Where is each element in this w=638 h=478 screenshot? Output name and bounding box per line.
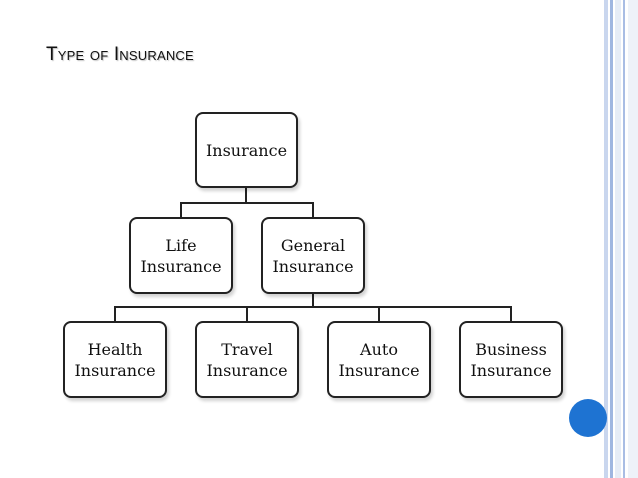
node-business-line2: Insurance (470, 360, 552, 380)
node-health-line2: Insurance (74, 360, 156, 380)
node-general-line2: Insurance (272, 256, 354, 276)
connector-level2-bar (180, 202, 314, 204)
node-auto-line1: Auto (360, 339, 398, 359)
accent-circle (569, 399, 607, 437)
node-life-line1: Life (165, 235, 197, 255)
node-auto-insurance (327, 321, 431, 398)
node-life-insurance (129, 217, 233, 294)
node-travel-line1: Travel (221, 339, 273, 359)
node-general-line1: General (280, 235, 346, 255)
slide-title: Type of Insurance (46, 44, 194, 65)
connector-level3-bar (114, 306, 512, 308)
node-insurance (195, 112, 298, 188)
node-life-line2: Insurance (140, 256, 222, 276)
node-insurance-label: Insurance (205, 140, 288, 160)
right-border-decoration (604, 0, 638, 478)
node-health-line1: Health (87, 339, 143, 359)
node-general-insurance (261, 217, 365, 294)
connector-root-down (245, 187, 247, 203)
node-travel-insurance (195, 321, 299, 398)
node-travel-line2: Insurance (206, 360, 288, 380)
node-business-insurance (459, 321, 563, 398)
node-health-insurance (63, 321, 167, 398)
node-business-line1: Business (475, 339, 547, 359)
node-auto-line2: Insurance (338, 360, 420, 380)
